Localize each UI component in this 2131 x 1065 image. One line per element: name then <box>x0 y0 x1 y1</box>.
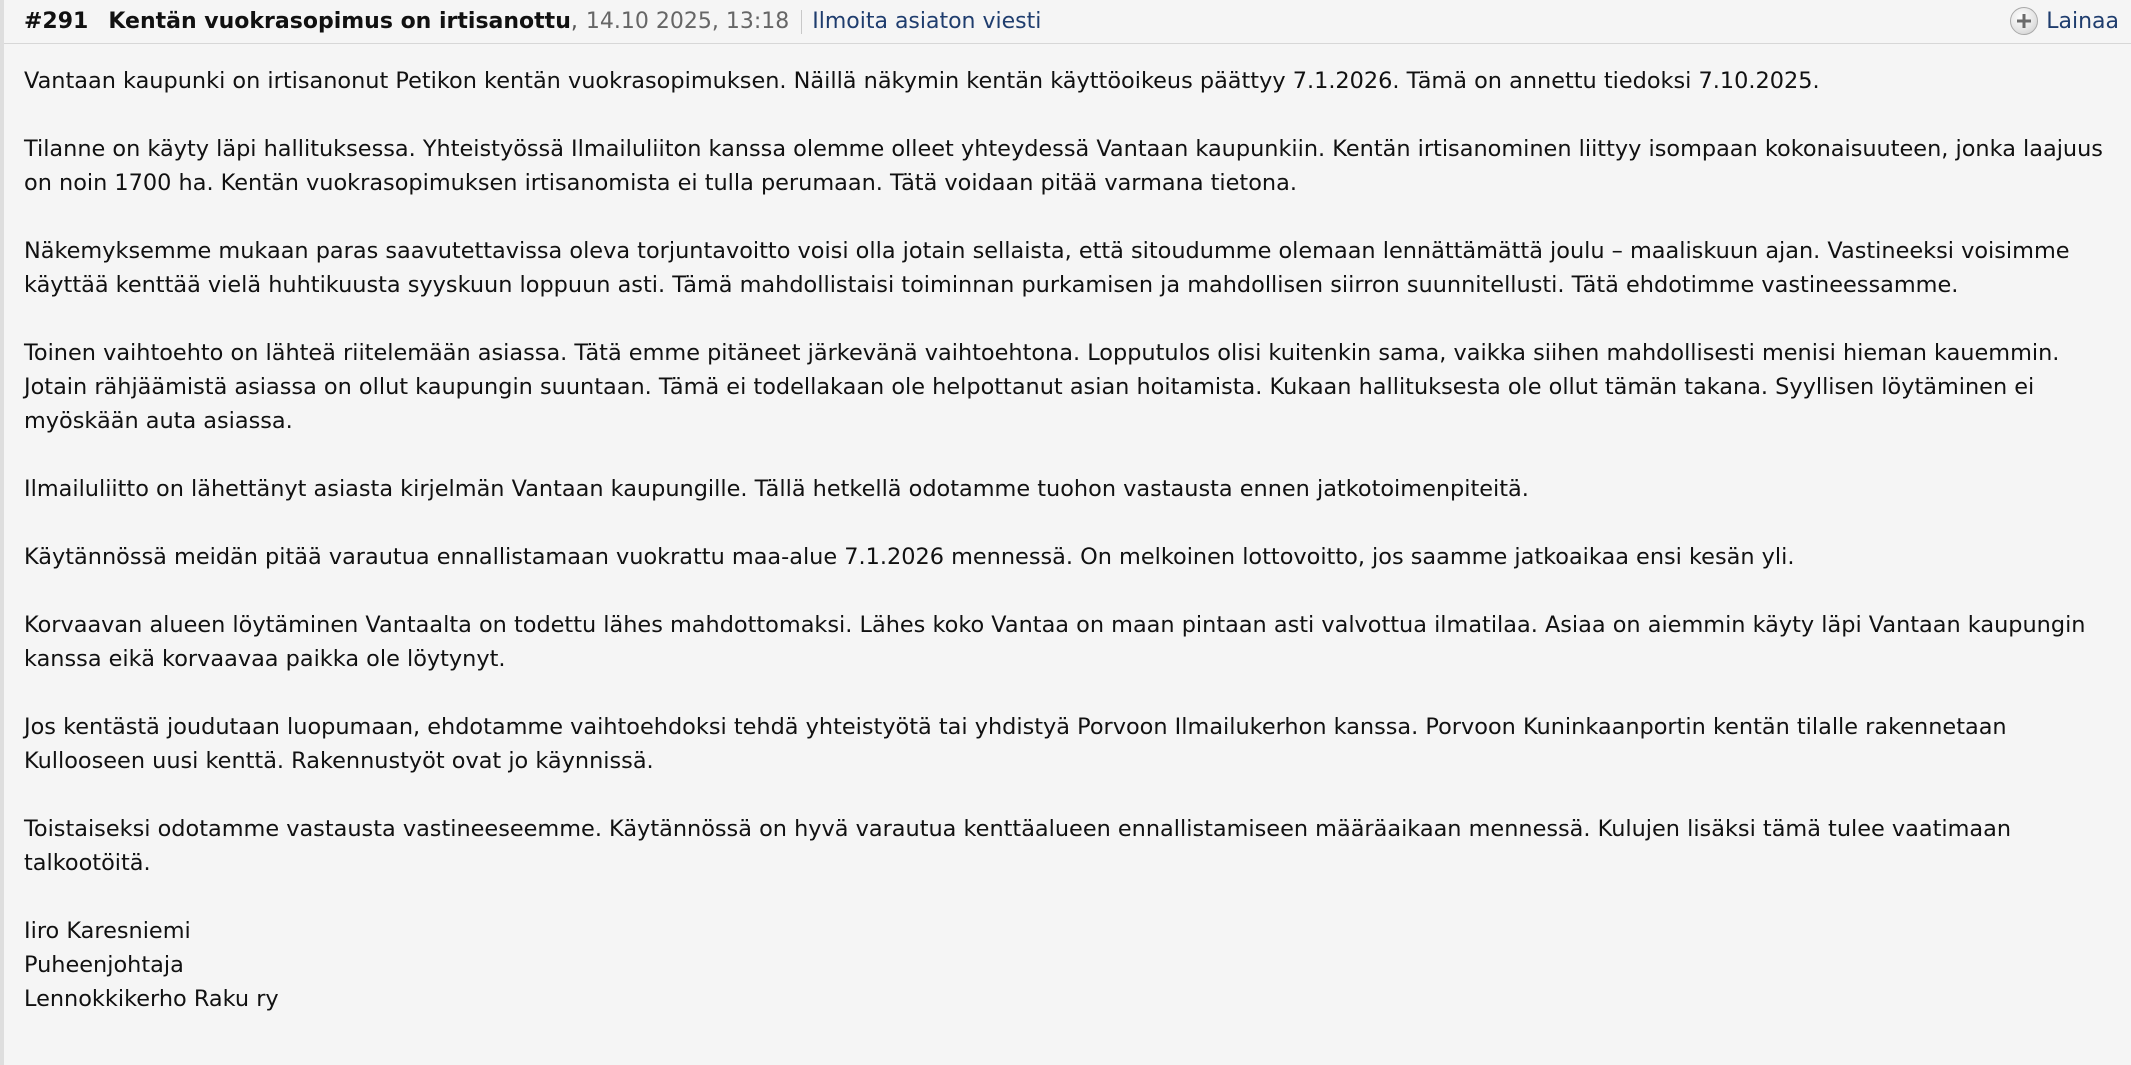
signature-organization: Lennokkikerho Raku ry <box>24 986 279 1012</box>
post-paragraph: Korvaavan alueen löytäminen Vantaalta on todettu lähes mahdottomaksi. Lähes koko Vantaa on maan pintaan asti valvottua ilmatilaa. Asiaa on aiemmin käyty läpi Vantaan kaupungin kanssa eikä korvaavaa paikka ole löytynyt. <box>24 612 2086 672</box>
post-date: 14.10 2025, 13:18 <box>585 9 790 34</box>
post-paragraph: Käytännössä meidän pitää varautua ennallistamaan vuokrattu maa-alue 7.1.2026 mennessä. On melkoinen lottovoitto, jos saamme jatkoaikaa ensi kesän yli. <box>24 544 1795 570</box>
signature <box>24 914 2124 1016</box>
post-title-comma: , <box>570 9 578 34</box>
plus-circle-icon <box>2010 7 2038 35</box>
post-paragraph: Toinen vaihtoehto on lähteä riitelemään asiassa. Tätä emme pitäneet järkevänä vaihtoehtona. Lopputulos olisi kuitenkin sama, vaikka siihen mahdollisesti menisi hieman kauemmin. Jotain rähjäämistä asiassa on ollut kaupungin suuntaan. Tämä ei todellakaan ole helpottanut asian hoitamista. Kukaan hallituksesta ole ollut tämän takana. Syyllisen löytäminen ei myöskään auta asiassa. <box>24 340 2060 434</box>
post-header <box>4 0 2131 44</box>
post-paragraph: Ilmailuliitto on lähettänyt asiasta kirjelmän Vantaan kaupungille. Tällä hetkellä odotamme tuohon vastausta ennen jatkotoimenpiteitä. <box>24 476 1529 502</box>
post-paragraph: Vantaan kaupunki on irtisanonut Petikon kentän vuokrasopimuksen. Näillä näkymin kentän käyttöoikeus päättyy 7.1.2026. Tämä on annettu tiedoksi 7.10.2025. <box>24 68 1820 94</box>
signature-name: Iiro Karesniemi <box>24 918 191 944</box>
post-paragraph: Näkemyksemme mukaan paras saavutettavissa oleva torjuntavoitto voisi olla jotain sellaista, että sitoudumme olemaan lennättämättä joulu – maaliskuun ajan. Vastineeksi voisimme käyttää kenttää vielä huhtikuusta syyskuun loppuun asti. Tämä mahdollistaisi toiminnan purkamisen ja mahdollisen siirron suunnitellusti. Tätä ehdotimme vastineessamme. <box>24 238 2070 298</box>
post-number: #291 <box>24 9 89 34</box>
post-title: Kentän vuokrasopimus on irtisanottu <box>108 9 571 34</box>
signature-role: Puheenjohtaja <box>24 952 184 978</box>
post-paragraph: Toistaiseksi odotamme vastausta vastineeseemme. Käytännössä on hyvä varautua kenttäalueen ennallistamiseen määräaikaan mennessä. Kulujen lisäksi tämä tulee vaatimaan talkootöitä. <box>24 816 2012 876</box>
quote-label: Lainaa <box>2046 8 2119 34</box>
post-body <box>24 64 2124 1016</box>
header-separator <box>801 10 802 34</box>
post-paragraph: Tilanne on käyty läpi hallituksessa. Yhteistyössä Ilmailuliiton kanssa olemme olleet yhteydessä Vantaan kaupunkiin. Kentän irtisanominen liittyy isompaan kokonaisuuteen, jonka laajuus on noin 1700 ha. Kentän vuokrasopimuksen irtisanomista ei tulla perumaan. Tätä voidaan pitää varmana tietona. <box>24 136 2103 196</box>
report-post-link[interactable]: Ilmoita asiaton viesti <box>812 9 1042 34</box>
post-paragraph: Jos kentästä joudutaan luopumaan, ehdotamme vaihtoehdoksi tehdä yhteistyötä tai yhdistyä Porvoon Ilmailukerhon kanssa. Porvoon Kuninkaanportin kentän tilalle rakennetaan Kullooseen uusi kenttä. Rakennustyöt ovat jo käynnissä. <box>24 714 2007 774</box>
quote-button[interactable] <box>2010 5 2119 37</box>
